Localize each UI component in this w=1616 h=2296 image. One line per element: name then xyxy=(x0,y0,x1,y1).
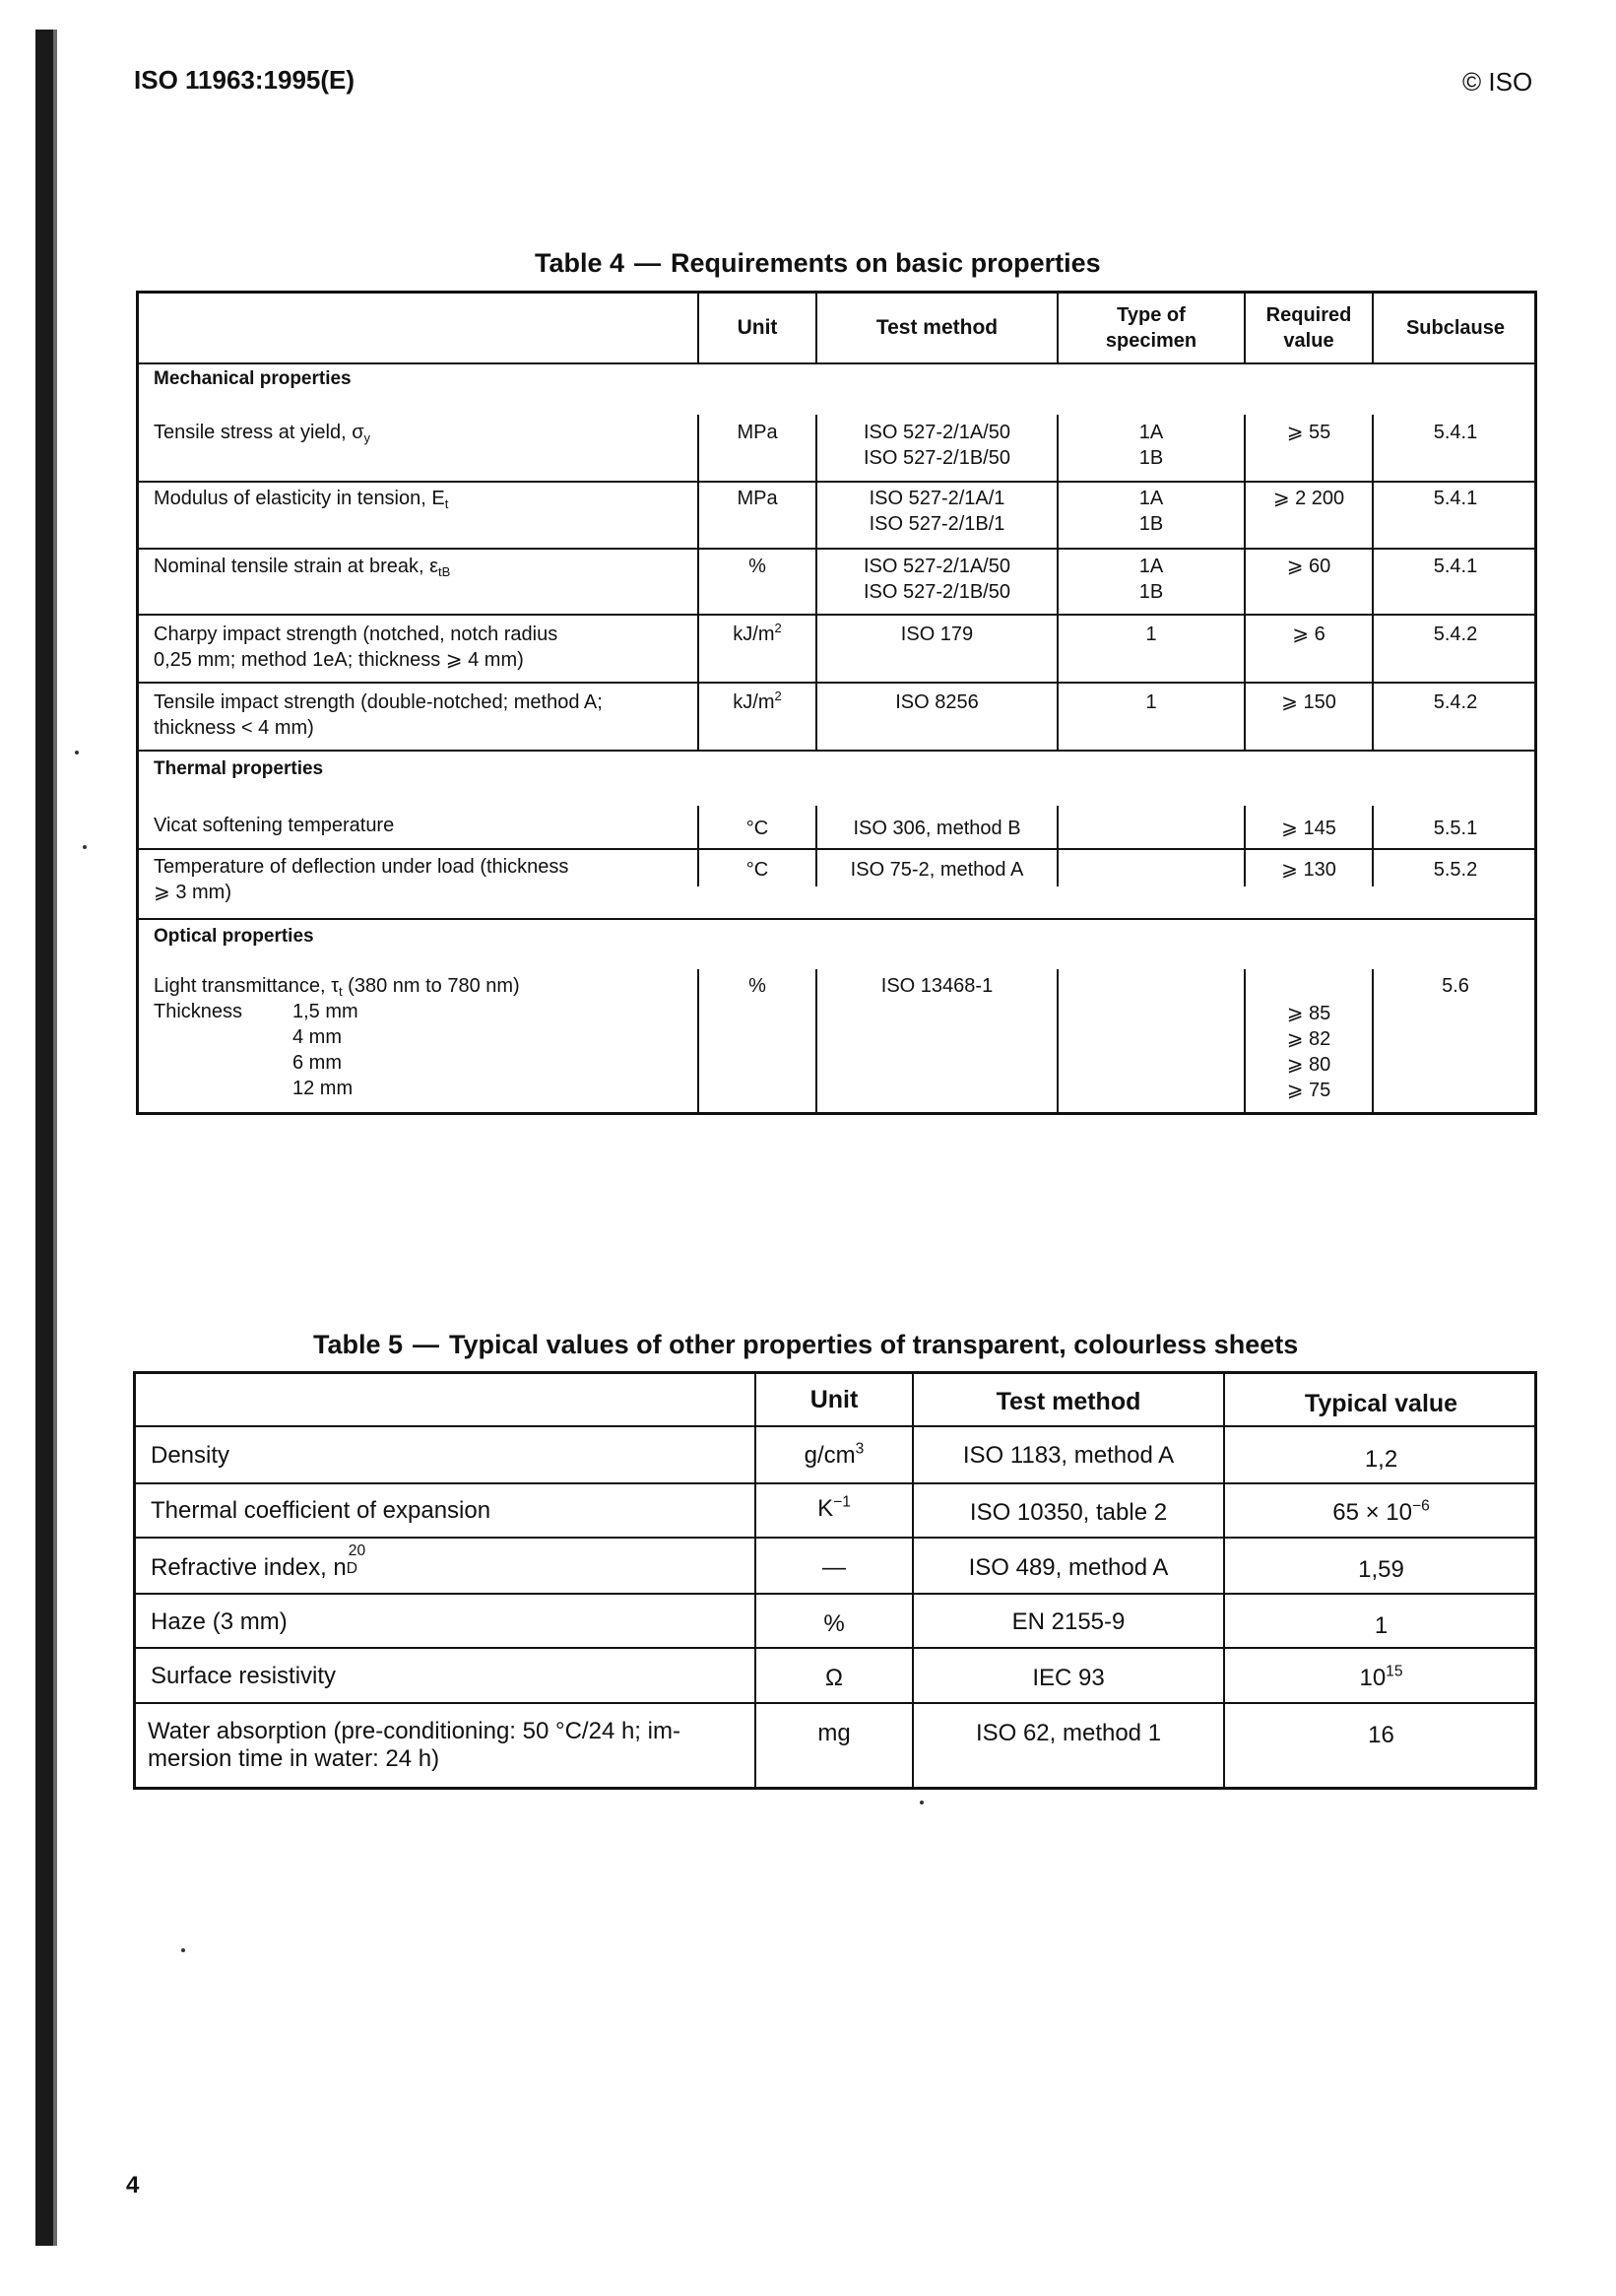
row-deflection-required: ⩾ 130 xyxy=(1281,859,1336,881)
table5 xyxy=(133,1371,1537,1790)
t5-refractive-property: Refractive index, n 20 D xyxy=(151,1542,366,1581)
col-unit: Unit xyxy=(737,316,778,339)
t5-haze-property: Haze (3 mm) xyxy=(151,1608,288,1635)
scan-edge-shadow xyxy=(53,30,57,2246)
row-tensile-stress-type-2: 1B xyxy=(1138,447,1164,469)
row-tensile-stress-unit: MPa xyxy=(737,422,778,443)
row-strain-type-1: 1A xyxy=(1138,556,1164,577)
row-light-method: ISO 13468-1 xyxy=(880,975,994,997)
row-light-thickness-4: 12 mm xyxy=(292,1078,354,1099)
row-tensile-impact-property-line1: Tensile impact strength (double-notched; method A; xyxy=(154,691,603,713)
t5-thermal-value: $65 \times 10^{-6}$ xyxy=(1332,1497,1430,1526)
row-charpy-subclause: 5.4.2 xyxy=(1433,623,1478,645)
t5-thermal-property: Thermal coefficient of expansion xyxy=(151,1497,491,1524)
row-light-unit: % xyxy=(748,975,766,997)
row-charpy-required: ⩾ 6 xyxy=(1292,623,1325,645)
row-tensile-impact-property-line2: thickness < 4 mm) xyxy=(154,717,314,739)
row-light-thickness-label: Thickness xyxy=(154,1001,243,1022)
section-thermal: Thermal properties xyxy=(154,758,324,779)
scan-speck xyxy=(83,845,87,849)
row-modulus-subclause: 5.4.1 xyxy=(1433,488,1478,509)
section-optical: Optical properties xyxy=(154,926,314,947)
row-tensile-impact-method: ISO 8256 xyxy=(895,691,979,713)
row-modulus-type-2: 1B xyxy=(1138,513,1164,535)
copyright-mark: © ISO xyxy=(1462,67,1533,97)
table4 xyxy=(136,291,1537,1115)
standard-number: ISO 11963:1995(E) xyxy=(134,65,356,95)
row-charpy-type: 1 xyxy=(1145,623,1157,645)
t5-refractive-method: ISO 489, method A xyxy=(968,1554,1169,1581)
t5-water-property-line1: Water absorption (pre-conditioning: 50 °C/24 h; im- xyxy=(148,1718,680,1744)
scan-speck xyxy=(920,1801,924,1804)
row-tensile-stress-property: Tensile stress at yield, $\sigma_y$ xyxy=(154,422,371,445)
row-light-thickness-3: 6 mm xyxy=(292,1052,342,1074)
t5-col-test-method: Test method xyxy=(996,1388,1141,1415)
t5-surface-value: $10^{15}$ xyxy=(1359,1663,1403,1691)
t5-thermal-method: ISO 10350, table 2 xyxy=(969,1499,1168,1526)
row-modulus-required: ⩾ 2 200 xyxy=(1272,488,1345,509)
t5-density-value: 1,2 xyxy=(1364,1446,1398,1473)
row-light-thickness-1: 1,5 mm xyxy=(292,1001,358,1022)
row-charpy-unit: $kJ/m^2$ xyxy=(733,621,782,645)
t5-water-property-line2: mersion time in water: 24 h) xyxy=(148,1745,440,1772)
col-test-method: Test method xyxy=(875,316,999,339)
row-modulus-property: Modulus of elasticity in tension, $E_t$ xyxy=(154,488,449,511)
table4-caption: Table 4 — Requirements on basic properties xyxy=(535,248,1101,278)
t5-haze-unit: % xyxy=(823,1610,845,1637)
row-modulus-method-2: ISO 527-2/1B/1 xyxy=(869,513,1005,535)
row-tensile-impact-type: 1 xyxy=(1145,691,1157,713)
row-vicat-property: Vicat softening temperature xyxy=(154,815,395,836)
page-number: 4 xyxy=(126,2172,140,2198)
row-modulus-unit: MPa xyxy=(737,488,778,509)
t5-surface-property: Surface resistivity xyxy=(151,1663,337,1689)
scan-speck xyxy=(75,751,79,754)
row-modulus-method-1: ISO 527-2/1A/1 xyxy=(869,488,1005,509)
row-tensile-stress-method-1: ISO 527-2/1A/50 xyxy=(864,422,1010,443)
col-type-of-specimen: Type of specimen xyxy=(1105,304,1197,352)
row-light-thickness-2: 4 mm xyxy=(292,1026,342,1048)
t5-refractive-unit: — xyxy=(822,1554,846,1581)
t5-density-unit: $g/cm^3$ xyxy=(804,1440,865,1469)
row-tensile-stress-method-2: ISO 527-2/1B/50 xyxy=(864,447,1010,469)
t5-col-unit: Unit xyxy=(809,1386,859,1413)
section-mechanical: Mechanical properties xyxy=(154,368,352,389)
row-charpy-method: ISO 179 xyxy=(900,623,974,645)
row-strain-method-1: ISO 527-2/1A/50 xyxy=(864,556,1010,577)
t5-surface-method: IEC 93 xyxy=(1032,1665,1105,1691)
t5-thermal-unit: $K^{-1}$ xyxy=(817,1493,851,1522)
table5-caption: Table 5 — Typical values of other properties of transparent, colourless sheets xyxy=(313,1330,1299,1359)
row-deflection-unit: °C xyxy=(745,859,769,881)
t5-haze-method: EN 2155-9 xyxy=(1011,1608,1126,1635)
row-tensile-stress-type-1: 1A xyxy=(1138,422,1164,443)
t5-surface-unit: Ω xyxy=(825,1665,843,1691)
row-light-required-3: ⩾ 80 xyxy=(1286,1054,1331,1076)
row-strain-subclause: 5.4.1 xyxy=(1433,556,1478,577)
row-light-property: Light transmittance, $\tau_t$ (380 nm to 780 nm) xyxy=(154,975,520,999)
scan-speck xyxy=(181,1948,185,1952)
row-tensile-impact-required: ⩾ 150 xyxy=(1281,691,1336,713)
t5-density-property: Density xyxy=(151,1442,230,1469)
row-strain-required: ⩾ 60 xyxy=(1286,556,1331,577)
row-vicat-subclause: 5.5.1 xyxy=(1433,818,1478,839)
col-required-value: Required value xyxy=(1265,304,1352,352)
row-modulus-type-1: 1A xyxy=(1138,488,1164,509)
row-tensile-impact-subclause: 5.4.2 xyxy=(1433,691,1478,713)
row-light-required-4: ⩾ 75 xyxy=(1286,1080,1331,1101)
row-strain-method-2: ISO 527-2/1B/50 xyxy=(864,581,1010,603)
row-tensile-stress-subclause: 5.4.1 xyxy=(1433,422,1478,443)
row-vicat-required: ⩾ 145 xyxy=(1281,818,1336,839)
t5-density-method: ISO 1183, method A xyxy=(962,1442,1175,1469)
row-tensile-impact-unit: $kJ/m^2$ xyxy=(733,689,782,713)
t5-col-typical-value: Typical value xyxy=(1304,1390,1458,1417)
row-charpy-property-line2: 0,25 mm; method 1eA; thickness ⩾ 4 mm) xyxy=(154,649,524,671)
row-vicat-unit: °C xyxy=(745,818,769,839)
row-strain-unit: % xyxy=(748,556,766,577)
t5-water-method: ISO 62, method 1 xyxy=(975,1720,1162,1746)
row-deflection-subclause: 5.5.2 xyxy=(1433,859,1478,881)
t5-haze-value: 1 xyxy=(1374,1612,1389,1639)
t5-water-unit: mg xyxy=(817,1720,851,1746)
row-vicat-method: ISO 306, method B xyxy=(853,818,1021,839)
scan-edge xyxy=(35,30,53,2246)
row-deflection-property-line2: ⩾ 3 mm) xyxy=(154,882,231,903)
row-light-subclause: 5.6 xyxy=(1442,975,1469,997)
row-deflection-method: ISO 75-2, method A xyxy=(850,859,1024,881)
t5-water-value: 16 xyxy=(1368,1722,1394,1748)
row-deflection-property-line1: Temperature of deflection under load (thickness xyxy=(154,856,569,878)
t5-refractive-value: 1,59 xyxy=(1358,1556,1404,1583)
row-strain-property: Nominal tensile strain at break, $\varepsilon_{tB}$ xyxy=(154,556,451,579)
row-tensile-stress-required: ⩾ 55 xyxy=(1286,422,1331,443)
row-strain-type-2: 1B xyxy=(1138,581,1164,603)
col-subclause: Subclause xyxy=(1405,317,1506,339)
row-light-required-2: ⩾ 82 xyxy=(1286,1028,1331,1050)
row-light-required-1: ⩾ 85 xyxy=(1286,1003,1331,1024)
row-charpy-property-line1: Charpy impact strength (notched, notch radius xyxy=(154,623,558,645)
